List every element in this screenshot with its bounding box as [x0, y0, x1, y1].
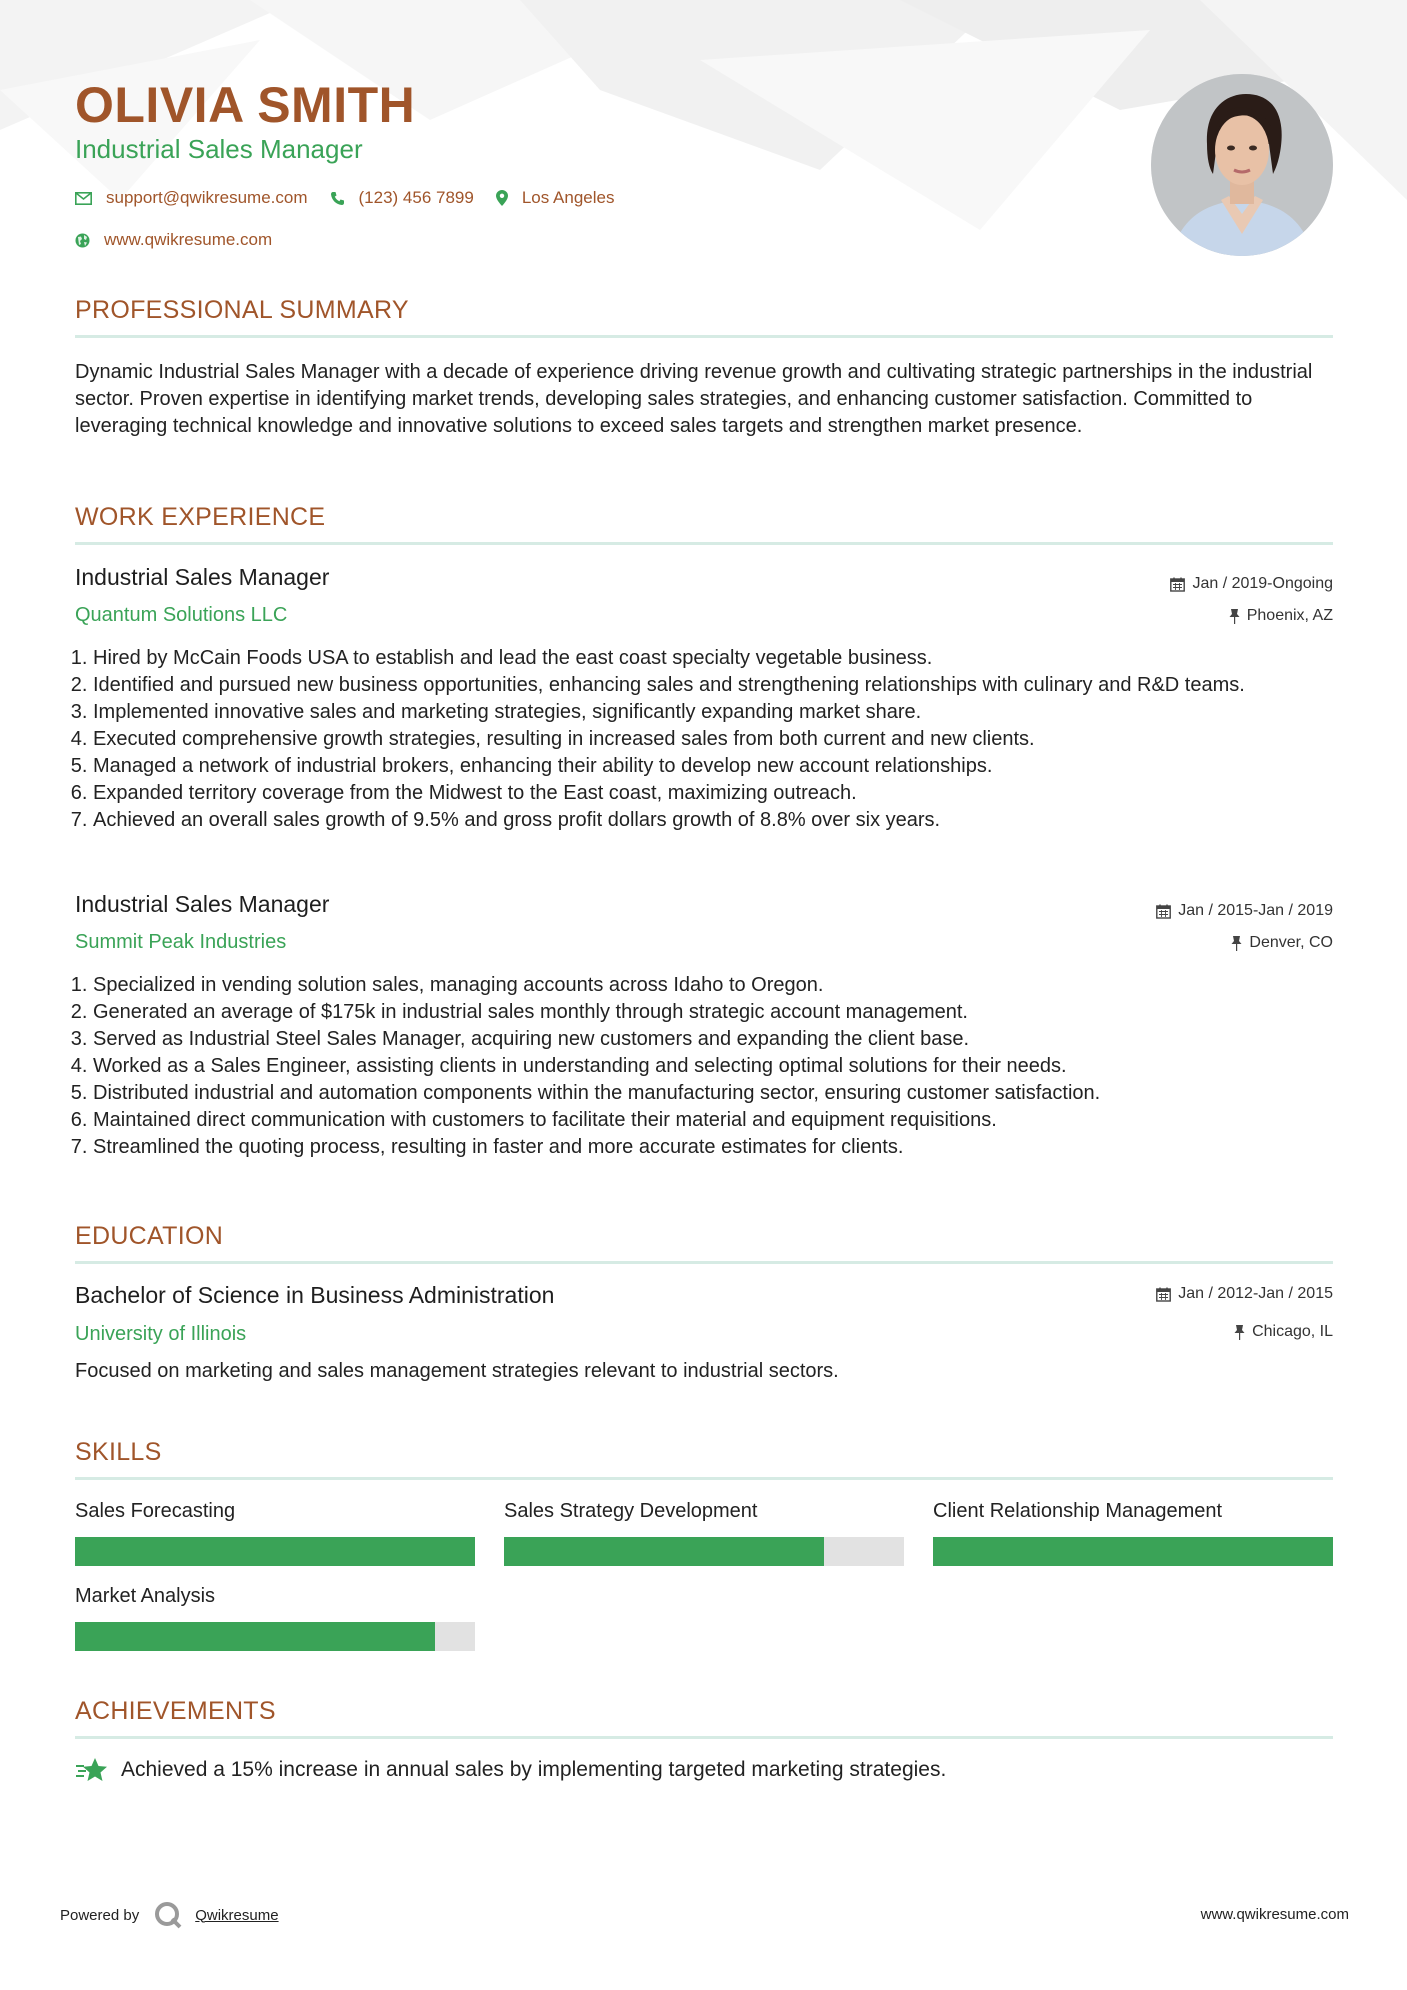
job-bullet: 1. Specialized in vending solution sales, managing accounts across Idaho to Oregon. [93, 972, 1351, 999]
phone-text: (123) 456 7899 [358, 188, 474, 207]
calendar-icon [1170, 577, 1185, 592]
skill-label: Sales Forecasting [75, 1500, 236, 1522]
contact-row [75, 188, 636, 208]
phone-icon [330, 191, 345, 206]
section-divider [75, 1477, 1333, 1480]
education-heading: EDUCATION [75, 1222, 224, 1250]
skill-bar [933, 1537, 1333, 1566]
job-bullet: 4. Worked as a Sales Engineer, assisting clients in understanding and selecting optimal solutions for their needs. [93, 1053, 1351, 1080]
skill-label: Sales Strategy Development [504, 1500, 758, 1522]
job-location [1231, 934, 1333, 952]
skill-bar-fill [75, 1537, 475, 1566]
contact-location [496, 188, 615, 208]
envelope-icon [75, 192, 92, 205]
education-location [1234, 1323, 1333, 1341]
pushpin-icon [1229, 609, 1240, 624]
skill-bar [504, 1537, 904, 1566]
job-dates-text: Jan / 2015-Jan / 2019 [1178, 902, 1333, 919]
job-title: Industrial Sales Manager [75, 564, 330, 590]
job-bullets [75, 972, 1351, 1161]
skill-bar [75, 1622, 475, 1651]
education-location-text: Chicago, IL [1252, 1323, 1333, 1340]
job-bullet: 1. Hired by McCain Foods USA to establish and lead the east coast specialty vegetable business. [93, 645, 1351, 672]
job-bullets [75, 645, 1351, 834]
skill-bar-fill [933, 1537, 1333, 1566]
job-bullet: 6. Maintained direct communication with customers to facilitate their material and equipment requisitions. [93, 1107, 1351, 1134]
email-text: support@qwikresume.com [106, 188, 308, 207]
job-dates-text: Jan / 2019-Ongoing [1192, 575, 1333, 592]
summary-heading: PROFESSIONAL SUMMARY [75, 296, 409, 324]
section-divider [75, 1736, 1333, 1739]
experience-section-header [75, 503, 1333, 545]
section-divider [75, 1261, 1333, 1264]
contact-phone[interactable] [330, 188, 474, 208]
skill-label: Client Relationship Management [933, 1500, 1223, 1522]
job-bullet: 6. Expanded territory coverage from the Midwest to the East coast, maximizing outreach. [93, 780, 1351, 807]
skills-heading: SKILLS [75, 1438, 162, 1466]
education-description: Focused on marketing and sales management strategies relevant to industrial sectors. [75, 1360, 839, 1382]
footer-website[interactable]: www.qwikresume.com [1200, 1906, 1349, 1923]
job-bullet: 3. Served as Industrial Steel Sales Manager, acquiring new customers and expanding the client base. [93, 1026, 1351, 1053]
experience-heading: WORK EXPERIENCE [75, 503, 326, 531]
skills-section-header [75, 1438, 1333, 1480]
star-icon [75, 1757, 109, 1783]
achievements-section-header [75, 1697, 1333, 1739]
skill-bar-fill [504, 1537, 824, 1566]
job-bullet: 5. Distributed industrial and automation components within the manufacturing sector, ensuring customer satisfaction. [93, 1080, 1351, 1107]
job-bullet: 5. Managed a network of industrial brokers, enhancing their ability to develop new account relationships. [93, 753, 1351, 780]
skill-bar [75, 1537, 475, 1566]
contact-website[interactable] [75, 230, 272, 250]
candidate-title: Industrial Sales Manager [75, 134, 363, 164]
section-divider [75, 335, 1333, 338]
summary-text: Dynamic Industrial Sales Manager with a decade of experience driving revenue growth and cultivating strategic partnerships in the industrial sector. Proven expertise in identifying market trends, developing sales strategies, and enhancing customer satisfaction. Committed to leveraging technical knowledge and innovative solutions to exceed sales targets and strengthen market presence. [75, 361, 1313, 437]
education-dates [1156, 1285, 1333, 1303]
school-name: University of Illinois [75, 1323, 247, 1345]
job-bullet: 2. Generated an average of $175k in industrial sales monthly through strategic account management. [93, 999, 1351, 1026]
job-bullet: 7. Streamlined the quoting process, resulting in faster and more accurate estimates for clients. [93, 1134, 1351, 1161]
achievements-heading: ACHIEVEMENTS [75, 1697, 276, 1725]
calendar-icon [1156, 1287, 1171, 1302]
globe-icon [75, 233, 90, 248]
contact-email[interactable] [75, 188, 308, 208]
summary-section-header [75, 296, 1333, 338]
job-bullet: 4. Executed comprehensive growth strategies, resulting in increased sales from both current and new clients. [93, 726, 1351, 753]
company-name: Quantum Solutions LLC [75, 604, 288, 626]
qwikresume-link[interactable]: Qwikresume [195, 1906, 279, 1924]
calendar-icon [1156, 904, 1171, 919]
qwikresume-logo-icon [153, 1900, 183, 1930]
job-title: Industrial Sales Manager [75, 891, 330, 917]
pushpin-icon [1234, 1325, 1245, 1340]
job-dates [1156, 902, 1333, 920]
company-name: Summit Peak Industries [75, 931, 287, 953]
website-text: www.qwikresume.com [104, 230, 273, 249]
achievement-item [75, 1757, 946, 1783]
powered-by-label: Powered by [60, 1906, 140, 1924]
skill-bar-fill [75, 1622, 435, 1651]
pushpin-icon [1231, 936, 1242, 951]
job-bullet: 7. Achieved an overall sales growth of 9.5% and gross profit dollars growth of 8.8% over six years. [93, 807, 1351, 834]
location-text: Los Angeles [521, 188, 615, 207]
job-dates [1170, 575, 1333, 593]
degree-title: Bachelor of Science in Business Administration [75, 1282, 555, 1308]
job-location-text: Phoenix, AZ [1246, 607, 1333, 624]
education-dates-text: Jan / 2012-Jan / 2015 [1178, 1285, 1333, 1302]
job-bullet: 2. Identified and pursued new business opportunities, enhancing sales and strengthening relationships with culinary and R&D teams. [93, 672, 1351, 699]
achievement-text: Achieved a 15% increase in annual sales by implementing targeted marketing strategies. [121, 1758, 947, 1781]
candidate-name: OLIVIA SMITH [75, 77, 416, 133]
job-location-text: Denver, CO [1249, 934, 1333, 951]
job-location [1229, 607, 1333, 625]
section-divider [75, 542, 1333, 545]
education-section-header [75, 1222, 1333, 1264]
map-pin-icon [496, 190, 508, 206]
profile-photo [1151, 74, 1333, 256]
job-bullet: 3. Implemented innovative sales and marketing strategies, significantly expanding market share. [93, 699, 1351, 726]
footer-powered-by [60, 1900, 279, 1930]
contact-row-2 [75, 230, 294, 250]
skill-label: Market Analysis [75, 1585, 216, 1607]
